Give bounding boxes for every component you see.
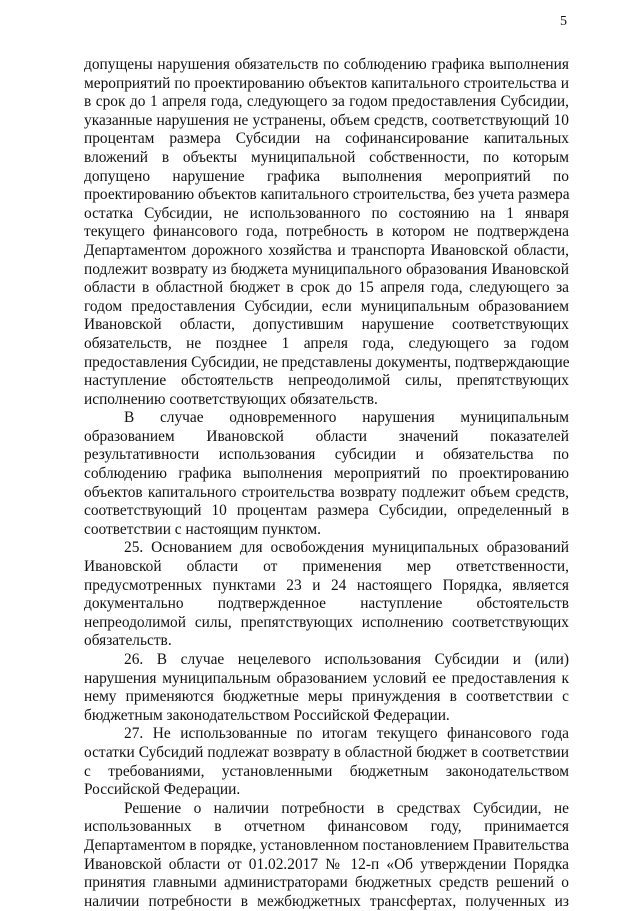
text-line: 25. Основанием для освобождения муниципальных образований [124,539,569,557]
text-line: процентам размера Субсидии на софинансирование капитальных [84,130,569,148]
text-line: Российской Федерации. [84,781,241,799]
text-line: Ивановской области, допустившим нарушение соответствующих [84,316,569,334]
text-line: обязательств. [84,632,172,650]
text-line: в срок до 1 апреля года, следующего за годом предоставления Субсидии, [84,93,569,111]
paragraph [84,725,569,799]
text-line: Решение о наличии потребности в средствах Субсидии, не [124,799,569,817]
text-line: объектов капитального строительства возврату подлежит объем средств, [84,483,569,501]
text-line: результативности использования субсидии и обязательства по [84,446,569,464]
text-line: предусмотренных пунктами 23 и 24 настоящего Порядка, является [84,576,569,594]
text-line: нарушения муниципальным образованием условий ее предоставления к [84,669,569,687]
text-line: обязательств, не позднее 1 апреля года, следующего за годом [84,334,569,352]
text-line: Ивановской области от 01.02.2017 № 12-п «Об утверждении Порядка [84,855,569,873]
text-line: бюджетным законодательством Российской Федерации. [84,706,450,724]
text-line: непреодолимой силы, препятствующих исполнению соответствующих [84,613,569,631]
paragraph [84,651,569,725]
text-line: предоставления Субсидии, не представлены документы, подтверждающие [84,353,570,371]
text-line: соблюдению графика выполнения мероприятий по проектированию [84,465,569,483]
text-line: наличии потребности в межбюджетных трансфертах, полученных из [84,892,569,910]
paragraph [84,409,569,539]
text-line: области в областной бюджет в срок до 15 апреля года, следующего за [84,279,569,297]
text-line: соответствующий 10 процентам размера Субсидии, определенный в [84,502,569,520]
document-body [84,56,569,911]
text-line: остатки Субсидий подлежат возврату в областной бюджет в соответствии [84,743,569,761]
text-line: годом предоставления Субсидии, если муниципальным образованием [84,297,569,315]
text-line: мероприятий по проектированию объектов капитального строительства и [84,74,569,92]
text-line: принятия главными администраторами бюджетных средств решений о [84,874,569,892]
text-line: допущены нарушения обязательств по соблюдению графика выполнения [84,56,569,73]
text-line: использованных в отчетном финансовом году, принимается [84,818,569,836]
text-line: проектированию объектов капитального строительства, без учета размера [84,186,570,204]
text-line: допущено нарушение графика выполнения мероприятий по [84,167,569,185]
text-line: Департаментом в порядке, установленном постановлением Правительства [84,836,569,854]
page-number: 5 [560,14,567,29]
paragraph [84,56,569,409]
text-line: наступление обстоятельств непреодолимой силы, препятствующих [84,372,569,390]
text-line: 27. Не использованные по итогам текущего финансового года [124,725,569,743]
text-line: документально подтвержденное наступление обстоятельств [84,595,569,613]
paragraph [84,800,569,911]
text-line: Ивановской области от применения мер ответственности, [84,558,569,576]
text-line: соответствии с настоящим пунктом. [84,520,322,538]
paragraph [84,539,569,651]
text-line: В случае одновременного нарушения муниципальным [124,409,569,427]
text-line: 26. В случае нецелевого использования Субсидии и (или) [124,651,569,668]
text-line: указанные нарушения не устранены, объем средств, соответствующий 10 [84,111,569,129]
text-line: с требованиями, установленными бюджетным законодательством [84,762,569,780]
text-line: образованием Ивановской области значений показателей [84,427,569,445]
text-line: остатка Субсидии, не использованного по состоянию на 1 января [84,204,569,222]
text-line: нему применяются бюджетные меры принуждения в соответствии с [84,688,569,706]
text-line: исполнению соответствующих обязательств. [84,390,378,408]
text-line: Департаментом дорожного хозяйства и транспорта Ивановской области, [84,241,569,259]
text-line: вложений в объекты муниципальной собственности, по которым [84,148,569,166]
text-line: подлежит возврату из бюджета муниципального образования Ивановской [84,260,569,278]
text-line: текущего финансового года, потребность в котором не подтверждена [84,223,569,241]
